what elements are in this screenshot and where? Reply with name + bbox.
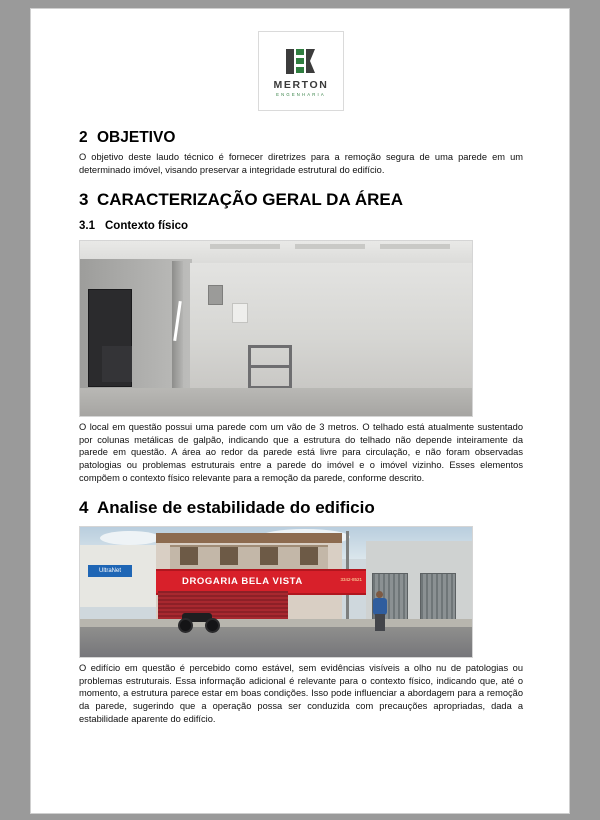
logo-box bbox=[258, 31, 344, 111]
section-paragraph-objetivo: O objetivo deste laudo técnico é fornecer diretrizes para a remoção segura de uma parede em um determinado imóvel, visando preservar a integridade estrutural do edifício. bbox=[79, 152, 523, 175]
logo-company-name: MERTON bbox=[273, 78, 329, 91]
subsection-heading-contexto-fisico bbox=[79, 220, 523, 232]
motorcycle bbox=[176, 611, 218, 633]
subsection-number: 3.1 bbox=[79, 220, 95, 233]
figure-street-building bbox=[79, 526, 473, 658]
section-number: 2 bbox=[79, 129, 88, 146]
section-heading-objetivo bbox=[79, 129, 523, 147]
section-number: 3 bbox=[79, 190, 89, 210]
pedestrian bbox=[372, 591, 388, 631]
document-page bbox=[30, 8, 570, 814]
logo-company-subtitle: ENGENHARIA bbox=[276, 91, 326, 97]
company-logo bbox=[79, 31, 523, 111]
section-paragraph-analise-estabilidade: O edifício em questão é percebido como estável, sem evidências visíveis a olho nu de patologias ou problemas estruturais. Essa informação adicional é relevante para o contexto físico, indicando que, até o momento, a estrutura parece estar em boas condições. Isso pode influenciar a abordagem para a remoção da parede, sugerindo que a operação possa ser conduzida com precauções apropriadas, dada a estabilidade aparente do edifício. bbox=[79, 663, 523, 724]
subsection-title: Contexto físico bbox=[105, 220, 189, 233]
section-heading-analise-estabilidade bbox=[79, 498, 523, 518]
section-title: Analise de estabilidade do edificio bbox=[97, 498, 375, 518]
page-content bbox=[79, 31, 523, 725]
figure-interior-wall bbox=[79, 240, 473, 417]
section-heading-caracterizacao bbox=[79, 190, 523, 210]
store-phone-text: 3342-8521 bbox=[340, 577, 362, 583]
section-paragraph-contexto-fisico: O local em questão possui uma parede com um vão de 3 metros. O telhado está atualmente sustentado por colunas metálicas de galpão, indicando que a estrutura do telhado não depende inteiramente da parede em questão. A área ao redor da parede está livre para circulação, e não foram observadas patologias ou problemas estruturais entre a parede do imóvel e o imóvel vizinho. Esses elementos compõem o contexto físico relevante para a remoção da parede, conforme descrito. bbox=[79, 422, 523, 483]
section-title: OBJETIVO bbox=[97, 129, 176, 146]
section-title: CARACTERIZAÇÃO GERAL DA ÁREA bbox=[97, 190, 403, 210]
shop-sign-left-text: UltraNet bbox=[98, 568, 121, 575]
section-number: 4 bbox=[79, 498, 89, 518]
merton-m-icon bbox=[284, 46, 318, 76]
shop-sign-left bbox=[88, 565, 132, 577]
store-sign-text: DROGARIA BELA VISTA bbox=[182, 576, 303, 588]
